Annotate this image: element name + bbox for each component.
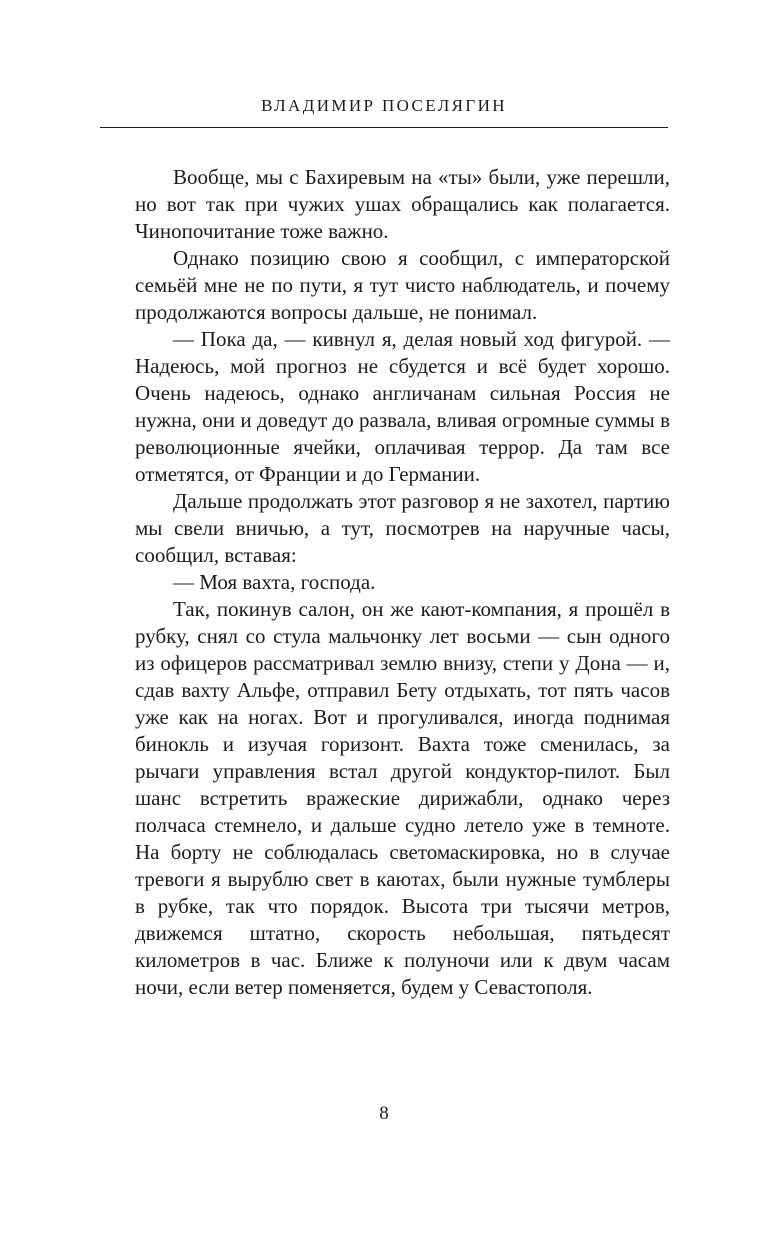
paragraph: Так, покинув салон, он же кают-компания, я прошёл в рубку, снял со стула мальчонку лет восьми — сын одного из офицеров рассматривал землю внизу, степи у Дона — и, сдав вахту Альфе, отправил Бету отдыхать, тот пять часов уже как на ногах. Вот и прогуливался, иногда поднимая бинокль и изучая горизонт. Вахта тоже сменилась, за рычаги управления встал другой кондуктор-пилот. Был шанс встретить вражеские дирижабли, однако через полчаса стемнело, и дальше судно летело уже в темноте. На борту не соблюдалась светомаскировка, но в случае тревоги я вырублю свет в каютах, были нужные тумблеры в рубке, так что порядок. Высота три тысячи метров, движемся штатно, скорость небольшая, пятьдесят километров в час. Ближе к полуночи или к двум часам ночи, если ветер поменяется, будем у Севастополя. <box>135 597 670 999</box>
paragraph: — Моя вахта, господа. <box>173 570 376 594</box>
page-header <box>0 96 768 128</box>
body-text <box>135 164 670 1001</box>
page-number: 8 <box>379 1103 389 1124</box>
running-head-author: ВЛАДИМИР ПОСЕЛЯГИН <box>261 96 507 115</box>
header-rule <box>100 127 668 128</box>
paragraph: — Пока да, — кивнул я, делая новый ход фигурой. — Надеюсь, мой прогноз не сбудется и всё будет хорошо. Очень надеюсь, однако англичанам сильная Россия не нужна, они и доведут до развала, вливая огромные суммы в революционные ячейки, оплачивая террор. Да там все отметятся, от Франции и до Германии. <box>135 327 670 486</box>
paragraph: Вообще, мы с Бахиревым на «ты» были, уже перешли, но вот так при чужих ушах обращались как полагается. Чинопочитание тоже важно. <box>135 165 670 243</box>
paragraph: Однако позицию свою я сообщил, с императорской семьёй мне не по пути, я тут чисто наблюдатель, и почему продолжаются вопросы дальше, не понимал. <box>135 246 670 324</box>
paragraph: Дальше продолжать этот разговор я не захотел, партию мы свели вничью, а тут, посмотрев на наручные часы, сообщил, вставая: <box>135 489 670 567</box>
